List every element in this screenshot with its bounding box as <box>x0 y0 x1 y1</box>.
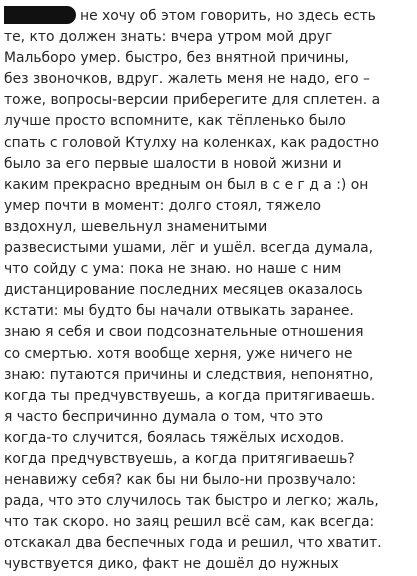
text-line: вздохнул, шевельнул знаменитыми <box>4 218 268 235</box>
text-line: отскакал два беспечных года и решил, что хватит. <box>4 535 382 552</box>
text-line: Мальборо умер. быстро, без внятной причины, <box>4 50 349 67</box>
text-line: без звоночков, вдруг. жалеть меня не надо, его – <box>4 71 370 88</box>
text-line: со смертью. хотя вообще херня, уже ничего не <box>4 345 353 362</box>
text-line: ненавижу себя? как бы ни было-ни прозвучало: <box>4 472 357 489</box>
text-line: развесистыми ушами, лёг и ушёл. всегда думала, <box>4 240 374 257</box>
text-line: лучше просто вспомните, как тёпленько было <box>4 113 346 130</box>
text-line: дистанцирование последних месяцев оказалось <box>4 282 363 299</box>
text-line: знаю я себя и свои подсознательные отношения <box>4 324 364 341</box>
redaction-bar <box>4 6 76 24</box>
text-line: спать с головой Ктулху на коленках, как радостно <box>4 134 379 151</box>
text-line: кстати: мы будто бы начали отвыкать заранее. <box>4 303 354 320</box>
text-line: каким прекрасно вредным он был в с е г д а :) он <box>4 176 369 193</box>
text-line: чувствуется дико, факт не дошёл до нужных <box>4 556 339 573</box>
text-line <box>4 6 413 27</box>
text-line: рада, что это случилось так быстро и легко; жаль, <box>4 493 379 510</box>
text-line: те, кто должен знать: вчера утром мой друг <box>4 29 333 46</box>
text-line: я часто беспричинно думала о том, что это <box>4 408 323 425</box>
text-line: что так скоро. но заяц решил всё сам, как всегда: <box>4 514 375 531</box>
text-line: когда ты предчувствуешь, а когда притягиваешь. <box>4 387 376 404</box>
text-line: было за его первые шалости в новой жизни и <box>4 155 342 172</box>
text-line: когда-то случится, боялась тяжёлых исходов. <box>4 429 345 446</box>
text-line: знаю: путаются причины и следствия, непонятно, <box>4 366 374 383</box>
text-line: умер почти в момент: долго стоял, тяжело <box>4 197 322 214</box>
text-line: что сойду с ума: пока не знаю. но наше с ним <box>4 261 342 278</box>
text-line: когда предчувствуешь, а когда притягиваешь? <box>4 450 355 467</box>
post-text <box>4 6 413 576</box>
text-line: тоже, вопросы-версии приберегите для сплетен. а <box>4 92 381 109</box>
text-line-content: не хочу об этом говорить, но здесь есть <box>80 8 376 24</box>
